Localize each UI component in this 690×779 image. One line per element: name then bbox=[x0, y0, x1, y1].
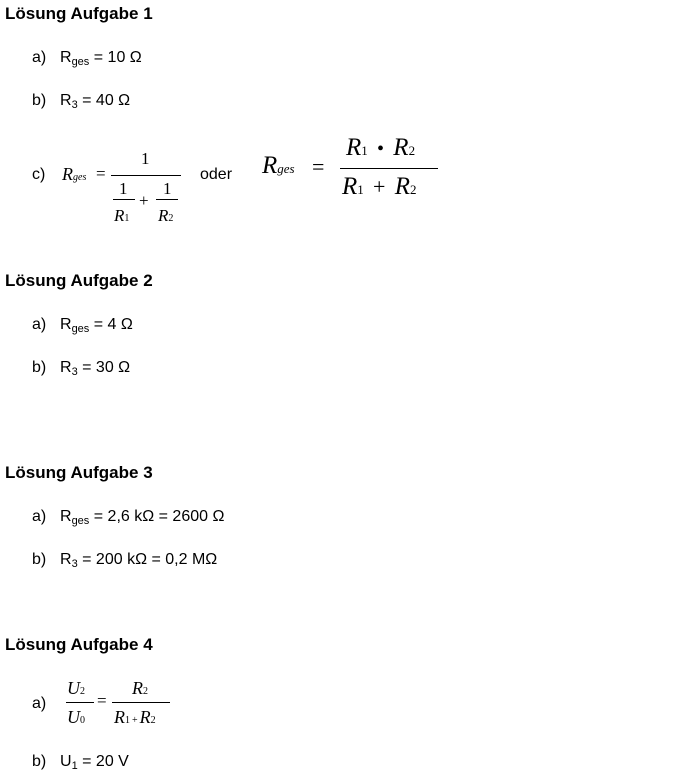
fraction-bar bbox=[66, 702, 94, 703]
equals-sign: = bbox=[97, 691, 107, 710]
answer-value: = 20 V bbox=[77, 753, 129, 770]
answer-value: = 30 Ω bbox=[77, 359, 131, 376]
subscript: ges bbox=[73, 172, 87, 183]
fraction-bar bbox=[111, 175, 181, 176]
fraction-bar bbox=[156, 199, 178, 200]
voltage-denominator bbox=[67, 707, 85, 728]
subscript: 0 bbox=[80, 715, 85, 726]
voltage-numerator bbox=[67, 678, 85, 699]
item-label-c: c) bbox=[32, 166, 46, 183]
symbol-r: R bbox=[394, 173, 410, 200]
fraction-bar bbox=[112, 702, 170, 703]
subscript: ges bbox=[71, 56, 90, 68]
subscript: 2 bbox=[80, 686, 85, 697]
item-label-a: a) bbox=[32, 49, 47, 66]
answer-a4-b bbox=[60, 752, 129, 773]
heading-aufgabe-4: Lösung Aufgabe 4 bbox=[5, 635, 153, 654]
resistance-denominator bbox=[114, 707, 156, 728]
symbol-r: R bbox=[262, 152, 278, 179]
subscript: 3 bbox=[71, 99, 78, 111]
subscript: ges bbox=[277, 161, 295, 176]
formula-parallel-product bbox=[260, 130, 445, 205]
answer-a2-b bbox=[60, 358, 130, 379]
item-label-b: b) bbox=[32, 753, 47, 770]
formula-lhs bbox=[62, 164, 86, 185]
heading-aufgabe-1: Lösung Aufgabe 1 bbox=[5, 4, 153, 23]
heading-aufgabe-3: Lösung Aufgabe 3 bbox=[5, 463, 153, 482]
answer-a3-a bbox=[60, 507, 224, 528]
subscript: 1 bbox=[124, 213, 130, 224]
subscript: 1 bbox=[357, 182, 364, 197]
item-label-b: b) bbox=[32, 551, 47, 568]
multiply-dot: • bbox=[377, 138, 385, 160]
heading-aufgabe-2: Lösung Aufgabe 2 bbox=[5, 271, 153, 290]
subscript: 2 bbox=[408, 143, 416, 158]
item-label-a: a) bbox=[32, 508, 47, 525]
equals-sign: = bbox=[312, 154, 325, 179]
subscript: 1 bbox=[361, 143, 368, 158]
symbol-r: R bbox=[60, 508, 72, 525]
symbol-r: R bbox=[132, 678, 143, 698]
subscript: 2 bbox=[143, 686, 148, 697]
subscript: 2 bbox=[168, 213, 174, 224]
subscript: ges bbox=[71, 323, 90, 335]
plus-sign: + bbox=[373, 174, 386, 199]
symbol-r: R bbox=[346, 134, 362, 161]
equals-sign: = bbox=[96, 164, 106, 183]
answer-a3-b bbox=[60, 550, 217, 571]
subscript: 3 bbox=[71, 366, 78, 378]
numerator: 1 bbox=[141, 149, 150, 168]
oder-text: oder bbox=[200, 166, 233, 183]
plus-sign: + bbox=[139, 191, 149, 210]
symbol-r: R bbox=[60, 49, 72, 66]
symbol-u: U bbox=[67, 678, 80, 698]
symbol-r: R bbox=[62, 164, 73, 184]
symbol-r: R bbox=[60, 359, 72, 376]
inner-numerator-2: 1 bbox=[163, 179, 172, 198]
answer-a1-a bbox=[60, 48, 142, 69]
plus-sign: + bbox=[132, 715, 138, 726]
answer-value: = 40 Ω bbox=[77, 92, 131, 109]
symbol-u: U bbox=[60, 753, 72, 770]
sum-denominator bbox=[342, 173, 416, 201]
subscript: 1 bbox=[125, 715, 130, 726]
fraction-bar bbox=[113, 199, 135, 200]
item-label-a: a) bbox=[32, 316, 47, 333]
answer-value: = 10 Ω bbox=[89, 49, 142, 66]
formula-lhs bbox=[262, 152, 295, 180]
symbol-r: R bbox=[114, 707, 125, 727]
item-label-b: b) bbox=[32, 92, 47, 109]
product-numerator bbox=[346, 134, 415, 162]
symbol-r: R bbox=[393, 134, 409, 161]
answer-a1-b bbox=[60, 91, 130, 112]
item-label-b: b) bbox=[32, 359, 47, 376]
subscript: 2 bbox=[150, 715, 156, 726]
inner-numerator-1: 1 bbox=[119, 179, 128, 198]
answer-a2-a bbox=[60, 315, 133, 336]
inner-denominator-2 bbox=[158, 206, 173, 226]
inner-denominator-1 bbox=[114, 206, 129, 226]
subscript: 2 bbox=[409, 182, 417, 197]
resistance-numerator bbox=[132, 678, 148, 699]
answer-value: = 200 kΩ = 0,2 MΩ bbox=[77, 551, 218, 568]
symbol-u: U bbox=[67, 707, 80, 727]
symbol-r: R bbox=[139, 707, 151, 727]
item-label-a: a) bbox=[32, 695, 47, 712]
fraction-bar bbox=[340, 168, 438, 169]
answer-value: = 4 Ω bbox=[89, 316, 133, 333]
formula-voltage-divider bbox=[62, 676, 182, 736]
symbol-r: R bbox=[60, 551, 72, 568]
symbol-r: R bbox=[114, 206, 125, 225]
answer-value: = 2,6 kΩ = 2600 Ω bbox=[89, 508, 225, 525]
symbol-r: R bbox=[342, 173, 358, 200]
formula-parallel-reciprocal bbox=[60, 140, 190, 235]
subscript: 3 bbox=[71, 558, 78, 570]
subscript: 1 bbox=[71, 760, 78, 772]
symbol-r: R bbox=[60, 316, 72, 333]
symbol-r: R bbox=[60, 92, 72, 109]
subscript: ges bbox=[71, 515, 90, 527]
symbol-r: R bbox=[158, 206, 169, 225]
